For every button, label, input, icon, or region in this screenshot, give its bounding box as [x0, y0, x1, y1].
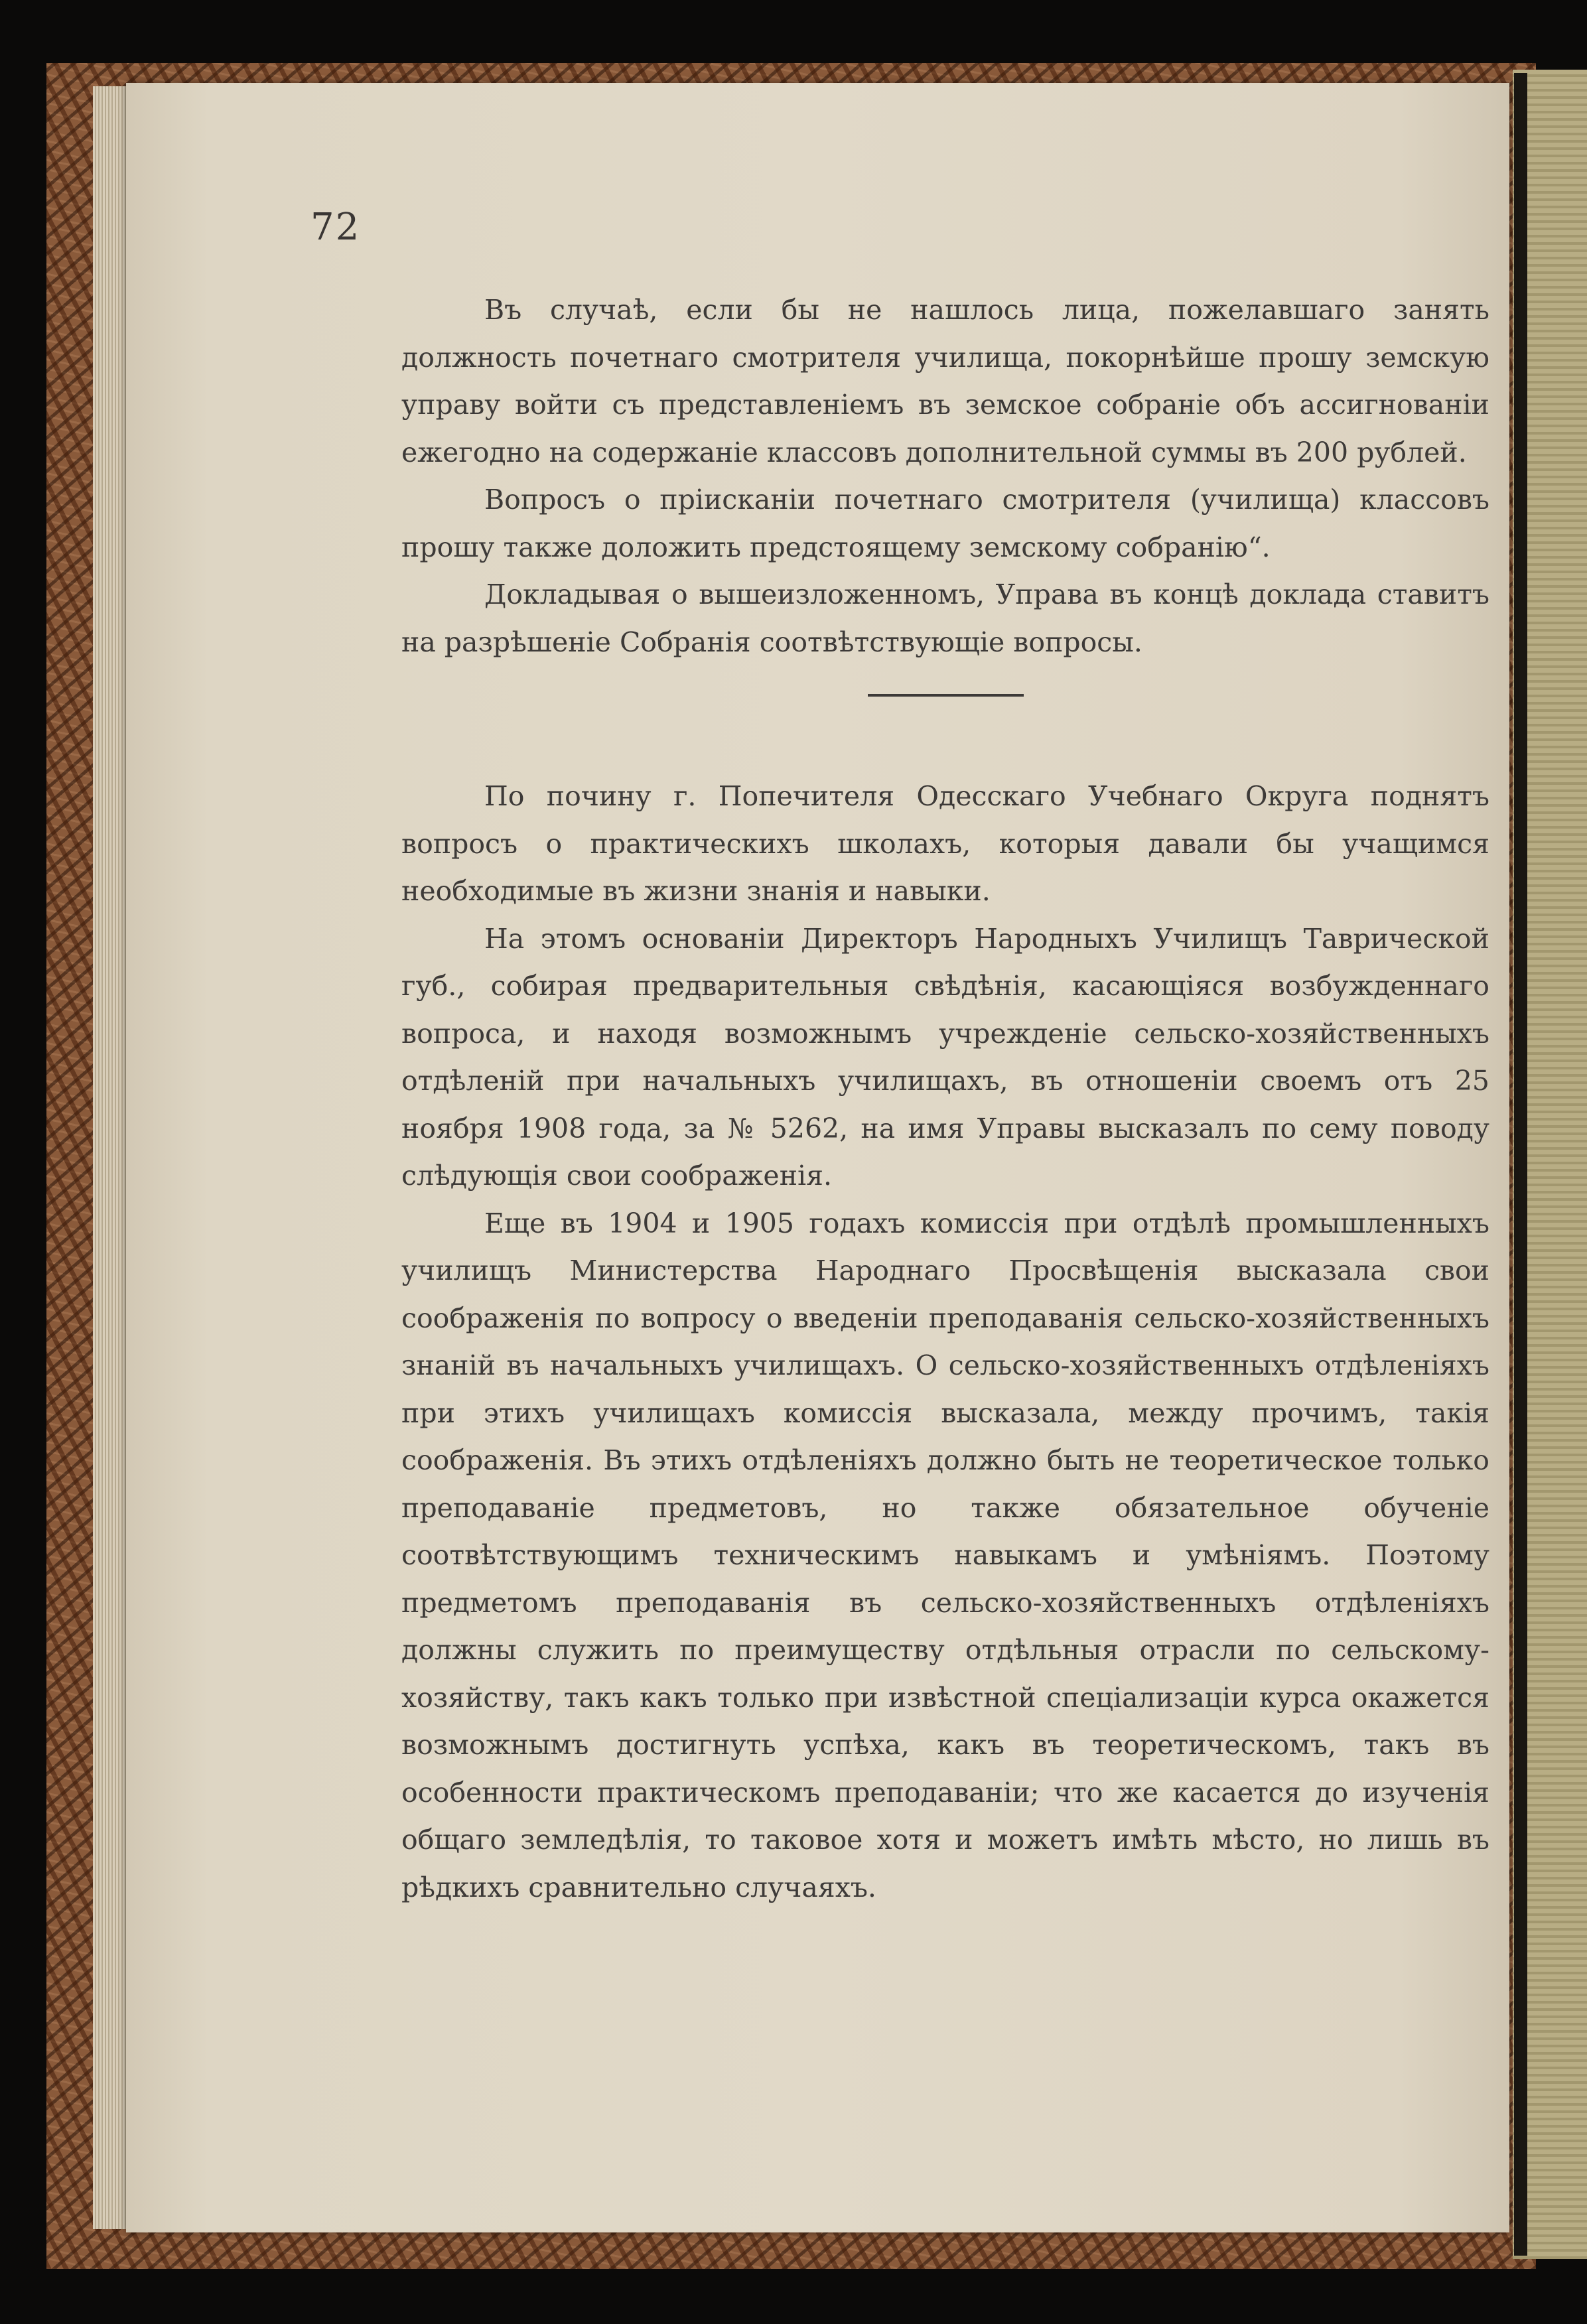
- paragraph: Вопросъ о пріисканіи почетнаго смотрителя (училища) классовъ прошу также доложить предстоящему земскому собранію“.: [401, 484, 1489, 563]
- book-gutter-shadow: [1514, 73, 1527, 2256]
- paragraph: Въ случаѣ, если бы не нашлось лица, пожелавшаго занять должность почетнаго смотрителя училища, покорнѣйше прошу земскую управу войти съ представленіемъ въ земское собраніе объ ассигнованіи ежегодно на содержаніе классовъ дополнительной суммы въ 200 рублей.: [401, 294, 1489, 468]
- paragraph: Докладывая о вышеизложенномъ, Управа въ концѣ доклада ставитъ на разрѣшеніе Собранія соотвѣтствующіе вопросы.: [401, 579, 1489, 658]
- paragraph: Еще въ 1904 и 1905 годахъ комиссія при отдѣлѣ промышленныхъ училищъ Министерства Народнаго Просвѣщенія высказала свои соображенія по вопросу о введеніи преподаванія сельско-хозяйственныхъ знаній въ начальныхъ училищахъ. О сельско-хозяйственныхъ отдѣленіяхъ при этихъ училищахъ комиссія высказала, между прочимъ, такія соображенія. Въ этихъ отдѣленіяхъ должно быть не теоретическое только преподаваніе предметовъ, но также обязательное обученіе соотвѣтствующимъ техническимъ навыкамъ и умѣніямъ. Поэтому предметомъ преподаванія въ сельско-хозяйственныхъ отдѣленіяхъ должны служить по преимуществу отдѣльныя отрасли по сельскому-хозяйству, такъ какъ только при извѣстной спеціализаціи курса окажется возможнымъ достигнуть успѣха, какъ въ теоретическомъ, такъ въ особенности практическомъ преподаваніи; что же касается до изученія общаго земледѣлія, то таковое хотя и можетъ имѣть мѣсто, но лишь въ рѣдкихъ сравнительно случаяхъ.: [401, 1207, 1489, 1903]
- section-divider-rule: [868, 694, 1024, 697]
- page-text-block: [401, 287, 1489, 1911]
- paragraph: По почину г. Попечителя Одесскаго Учебнаго Округа поднятъ вопросъ о практическихъ школахъ, которыя давали бы учащимся необходимые въ жизни знанія и навыки.: [401, 780, 1489, 907]
- paragraph: На этомъ основаніи Директоръ Народныхъ Училищъ Таврической губ., собирая предварительныя свѣдѣнія, касающіяся возбужденнаго вопроса, и находя возможнымъ учрежденіе сельско-хозяйственныхъ отдѣленій при начальныхъ училищахъ, въ отношеніи своемъ отъ 25 ноября 1908 года, за № 5262, на имя Управы высказалъ по сему поводу слѣдующія свои соображенія.: [401, 922, 1489, 1192]
- page-number: 72: [310, 206, 361, 249]
